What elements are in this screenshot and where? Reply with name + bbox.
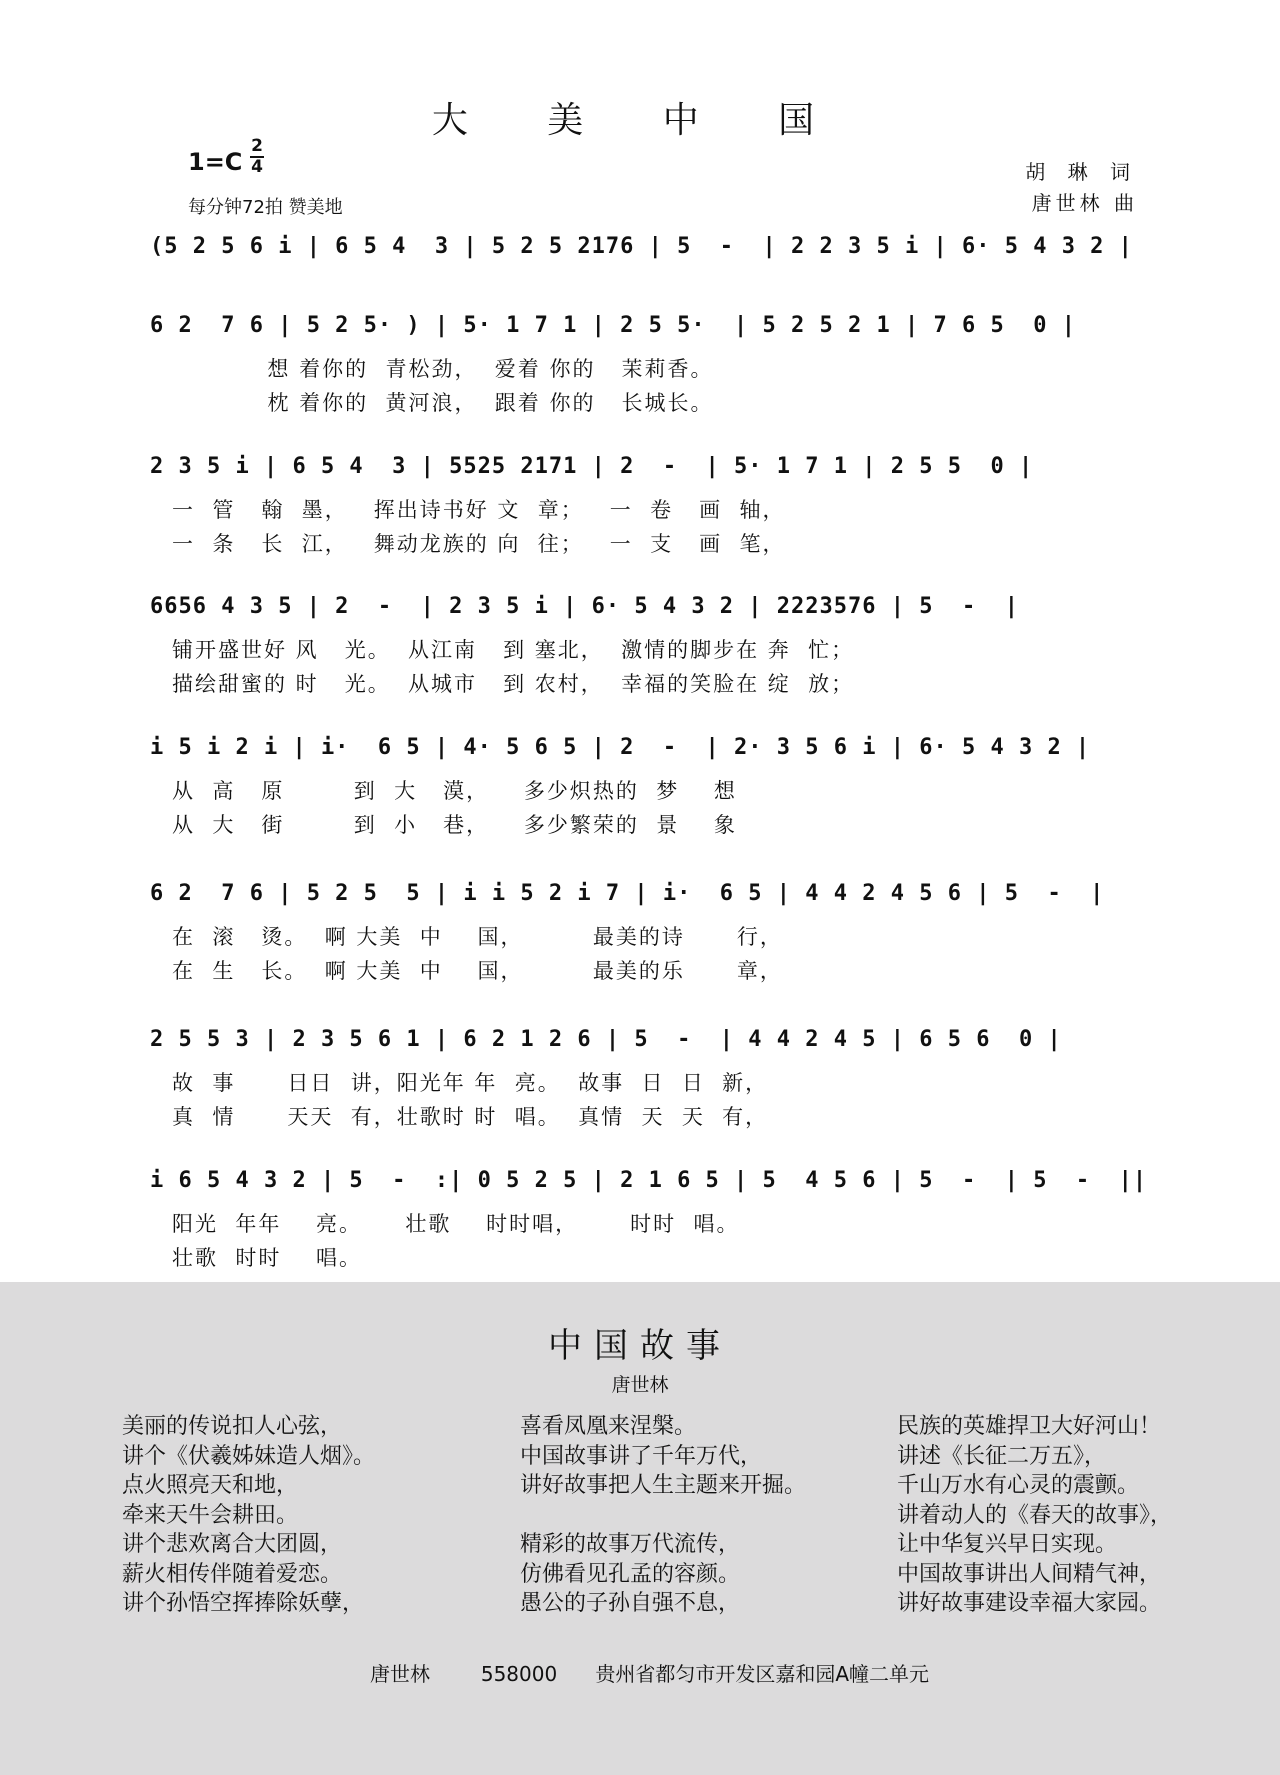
key-signature: 1=C [188, 148, 243, 176]
poem-column-3 [897, 1412, 1172, 1619]
lyric-verse-1: 一 管 翰 墨， 挥出诗书好 文 章； 一 卷 画 轴， [172, 498, 786, 522]
lyric-verse-1: 在 滚 烫。 啊 大美 中 国， 最美的诗 行， [172, 925, 783, 949]
notation-line: i 6 5 4 3 2 | 5 - :| 0 5 2 5 | 2 1 6 5 | 5 4 5 6 | 5 - | 5 - || [150, 1168, 1148, 1193]
poem-line: 民族的英雄捍卫大好河山！ [897, 1414, 1162, 1439]
lyric-verse-1: 想 着你的 青松劲， 爱着 你的 茉莉香。 [172, 357, 714, 381]
lyric-verse-2: 描绘甜蜜的 时 光。 从城市 到 农村， 幸福的笑脸在 绽 放； [172, 672, 855, 696]
poem-line: 牵来天牛会耕田。 [122, 1502, 299, 1528]
poem-line: 喜看凤凰来涅槃。 [520, 1414, 697, 1439]
lyric-verse-2: 从 大 街 到 小 巷， 多少繁荣的 景 象 [172, 813, 737, 837]
poem-line: 让中华复兴早日实现。 [897, 1532, 1118, 1557]
lyric-verse-1: 故 事 日日 讲，阳光年 年 亮。 故事 日 日 新， [172, 1071, 769, 1095]
notation-line: 2 5 5 3 | 2 3 5 6 1 | 6 2 1 2 6 | 5 - | 4 4 2 4 5 | 6 5 6 0 | [150, 1027, 1062, 1052]
notation-line: 2 3 5 i | 6 5 4 3 | 5525 2171 | 2 - | 5· 1 7 1 | 2 5 5 0 | [150, 454, 1034, 479]
time-signature-top: 2 [251, 136, 263, 156]
tempo-marking: 每分钟72拍 赞美地 [188, 197, 343, 218]
poem-line: 讲个悲欢离合大团圆， [122, 1532, 343, 1557]
footer-name: 唐世林 [370, 1662, 430, 1686]
poem-title: 中国故事 [548, 1326, 732, 1366]
lyric-verse-1: 铺开盛世好 风 光。 从江南 到 塞北， 激情的脚步在 奔 忙； [172, 638, 855, 662]
poem-line: 精彩的故事万代流传， [520, 1532, 741, 1557]
poem-line: 中国故事讲了千年万代， [520, 1443, 763, 1469]
poem-line: 讲个《伏羲姊妹造人烟》。 [122, 1443, 376, 1469]
poem-line: 讲好故事把人生主题来开掘。 [520, 1473, 807, 1498]
poem-line: 美丽的传说扣人心弦， [122, 1414, 343, 1439]
song-title: 大 美 中 国 [431, 100, 849, 141]
poem-line: 中国故事讲出人间精气神， [897, 1561, 1162, 1587]
notation-line: 6 2 7 6 | 5 2 5 5 | i i 5 2 i 7 | i· 6 5 | 4 4 2 4 5 6 | 5 - | [150, 881, 1105, 906]
poem-line: 讲个孙悟空挥捧除妖孽， [122, 1591, 365, 1616]
poem-line: 点火照亮天和地， [122, 1473, 299, 1498]
poem-line: 讲着动人的《春天的故事》， [897, 1502, 1173, 1528]
poem-line: 愚公的子孙自强不息， [520, 1591, 741, 1616]
poem-author: 唐世林 [611, 1374, 669, 1396]
notation-line: 6 2 7 6 | 5 2 5· ) | 5· 1 7 1 | 2 5 5· | 5 2 5 2 1 | 7 6 5 0 | [150, 313, 1076, 338]
poem-line: 仿佛看见孔孟的容颜。 [520, 1561, 741, 1587]
contact-footer [370, 1658, 929, 1687]
notation-line: i 5 i 2 i | i· 6 5 | 4· 5 6 5 | 2 - | 2· 3 5 6 i | 6· 5 4 3 2 | [150, 735, 1091, 760]
notation-line: 6656 4 3 5 | 2 - | 2 3 5 i | 6· 5 4 3 2 | 2223576 | 5 - | [150, 594, 1019, 619]
lyric-verse-1: 阳光 年年 亮。 壮歌 时时唱， 时时 唱。 [172, 1212, 740, 1236]
poem-line: 讲好故事建设幸福大家园。 [897, 1591, 1162, 1616]
lyric-verse-2: 一 条 长 江， 舞动龙族的 向 往； 一 支 画 笔， [172, 532, 786, 556]
lyric-verse-2: 在 生 长。 啊 大美 中 国， 最美的乐 章， [172, 959, 783, 983]
lyric-verse-2: 壮歌 时时 唱。 [172, 1246, 363, 1270]
poem-line: 讲述《长征二万五》， [897, 1443, 1107, 1469]
poem-column-2 [520, 1412, 806, 1619]
lyric-verse-1: 从 高 原 到 大 漠， 多少炽热的 梦 想 [172, 779, 737, 803]
lyric-verse-2: 枕 着你的 黄河浪， 跟着 你的 长城长。 [172, 391, 714, 415]
poem-column-1 [122, 1412, 375, 1619]
notation-line: (5 2 5 6 i | 6 5 4 3 | 5 2 5 2176 | 5 - | 2 2 3 5 i | 6· 5 4 3 2 | [150, 234, 1133, 259]
poem-line: 千山万水有心灵的震颤。 [897, 1473, 1140, 1498]
footer-address: 贵州省都匀市开发区嘉和园A幢二单元 [595, 1662, 930, 1686]
lyricist-credit: 胡 琳 词 [1025, 160, 1138, 184]
poem-line [520, 1501, 806, 1531]
composer-credit: 唐世林 曲 [1031, 191, 1138, 215]
time-signature [250, 137, 264, 177]
lyric-verse-2: 真 情 天天 有，壮歌时 时 唱。 真情 天 天 有， [172, 1105, 769, 1129]
poem-line: 薪火相传伴随着爱恋。 [122, 1561, 343, 1587]
time-signature-bottom: 4 [251, 157, 263, 177]
footer-postcode: 558000 [480, 1662, 558, 1686]
